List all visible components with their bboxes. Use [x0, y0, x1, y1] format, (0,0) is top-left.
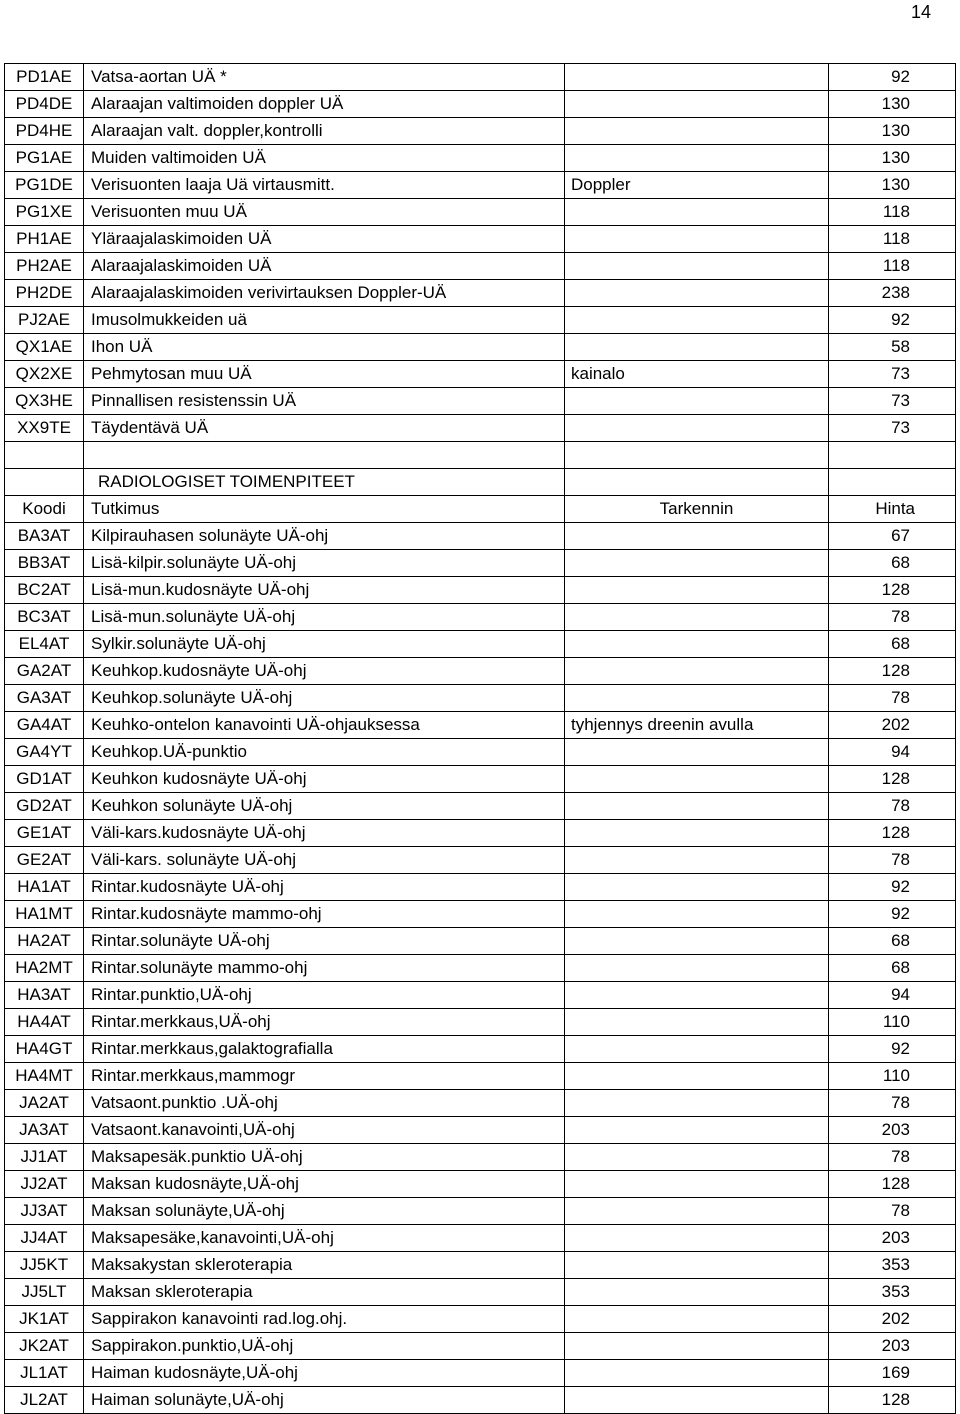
row-code: HA1MT — [5, 901, 84, 928]
row-code: BB3AT — [5, 550, 84, 577]
table-row — [5, 280, 956, 307]
row-name: Keuhko-ontelon kanavointi UÄ-ohjauksessa — [84, 712, 565, 739]
row-spec — [565, 928, 829, 955]
row-name: Imusolmukkeiden uä — [84, 307, 565, 334]
row-name: Rintar.solunäyte UÄ-ohj — [84, 928, 565, 955]
row-spec — [565, 604, 829, 631]
row-price: 68 — [829, 631, 956, 658]
row-name: Pehmytosan muu UÄ — [84, 361, 565, 388]
row-spec — [565, 820, 829, 847]
row-name: Vatsa-aortan UÄ * — [84, 64, 565, 91]
row-name: Rintar.merkkaus,UÄ-ohj — [84, 1009, 565, 1036]
row-spec — [565, 1009, 829, 1036]
row-name: Rintar.merkkaus,mammogr — [84, 1063, 565, 1090]
table-row — [5, 1279, 956, 1306]
table-row — [5, 712, 956, 739]
row-code: EL4AT — [5, 631, 84, 658]
row-price: 169 — [829, 1360, 956, 1387]
row-code: JJ3AT — [5, 1198, 84, 1225]
table-row — [5, 928, 956, 955]
row-name: Haiman kudosnäyte,UÄ-ohj — [84, 1360, 565, 1387]
table-row — [5, 1117, 956, 1144]
row-code: PG1DE — [5, 172, 84, 199]
row-code: JK1AT — [5, 1306, 84, 1333]
row-code: JA3AT — [5, 1117, 84, 1144]
row-name: Verisuonten laaja Uä virtausmitt. — [84, 172, 565, 199]
row-name: Sappirakon kanavointi rad.log.ohj. — [84, 1306, 565, 1333]
table-row — [5, 1306, 956, 1333]
table-row — [5, 739, 956, 766]
table-row — [5, 1171, 956, 1198]
row-spec — [565, 901, 829, 928]
table-row — [5, 523, 956, 550]
row-name: Keuhkop.kudosnäyte UÄ-ohj — [84, 658, 565, 685]
row-code: GD2AT — [5, 793, 84, 820]
row-name: Väli-kars. solunäyte UÄ-ohj — [84, 847, 565, 874]
row-code: HA4MT — [5, 1063, 84, 1090]
row-code: JJ5KT — [5, 1252, 84, 1279]
table-row — [5, 1009, 956, 1036]
row-code: BC3AT — [5, 604, 84, 631]
row-spec: tyhjennys dreenin avulla — [565, 712, 829, 739]
row-spec — [565, 1360, 829, 1387]
header-code: Koodi — [5, 496, 84, 523]
row-price: 203 — [829, 1333, 956, 1360]
row-price: 92 — [829, 874, 956, 901]
table-row — [5, 766, 956, 793]
row-price: 130 — [829, 172, 956, 199]
row-spec — [565, 1144, 829, 1171]
row-spec — [565, 91, 829, 118]
row-name: Haiman solunäyte,UÄ-ohj — [84, 1387, 565, 1414]
row-price: 78 — [829, 604, 956, 631]
row-spec — [565, 307, 829, 334]
row-spec — [565, 1117, 829, 1144]
row-name: Ihon UÄ — [84, 334, 565, 361]
row-price: 128 — [829, 820, 956, 847]
row-price: 128 — [829, 658, 956, 685]
row-code: PD1AE — [5, 64, 84, 91]
row-name: Vatsaont.punktio .UÄ-ohj — [84, 1090, 565, 1117]
row-spec — [565, 766, 829, 793]
row-code: JL2AT — [5, 1387, 84, 1414]
table-row — [5, 577, 956, 604]
row-spec — [565, 64, 829, 91]
row-name: Rintar.kudosnäyte UÄ-ohj — [84, 874, 565, 901]
row-name: Rintar.punktio,UÄ-ohj — [84, 982, 565, 1009]
table-row — [5, 334, 956, 361]
section-title-row — [5, 469, 956, 496]
row-price: 128 — [829, 1387, 956, 1414]
row-code: HA2MT — [5, 955, 84, 982]
table-row — [5, 388, 956, 415]
row-code: JJ1AT — [5, 1144, 84, 1171]
row-price: 128 — [829, 1171, 956, 1198]
table-row — [5, 199, 956, 226]
row-spec — [565, 253, 829, 280]
column-header-row — [5, 496, 956, 523]
row-price: 78 — [829, 1144, 956, 1171]
row-name: Lisä-mun.kudosnäyte UÄ-ohj — [84, 577, 565, 604]
row-code: GE1AT — [5, 820, 84, 847]
table-row — [5, 253, 956, 280]
row-spec — [565, 550, 829, 577]
row-spec — [565, 1198, 829, 1225]
row-code: GD1AT — [5, 766, 84, 793]
row-code: JK2AT — [5, 1333, 84, 1360]
row-spec — [565, 145, 829, 172]
row-name: Pinnallisen resistenssin UÄ — [84, 388, 565, 415]
row-price: 73 — [829, 388, 956, 415]
row-code: XX9TE — [5, 415, 84, 442]
table-row — [5, 604, 956, 631]
row-spec — [565, 199, 829, 226]
row-name: Alaraajan valtimoiden doppler UÄ — [84, 91, 565, 118]
row-price: 68 — [829, 955, 956, 982]
table-row — [5, 1225, 956, 1252]
table-row — [5, 550, 956, 577]
row-price: 68 — [829, 928, 956, 955]
row-name: Keuhkop.UÄ-punktio — [84, 739, 565, 766]
row-name: Maksan kudosnäyte,UÄ-ohj — [84, 1171, 565, 1198]
row-spec — [565, 280, 829, 307]
table-row — [5, 1198, 956, 1225]
row-code: JA2AT — [5, 1090, 84, 1117]
table-row — [5, 874, 956, 901]
table-row — [5, 955, 956, 982]
row-spec — [565, 1279, 829, 1306]
row-price: 110 — [829, 1009, 956, 1036]
row-spec — [565, 1063, 829, 1090]
table-row — [5, 226, 956, 253]
table-row — [5, 820, 956, 847]
row-code: QX1AE — [5, 334, 84, 361]
row-spec — [565, 226, 829, 253]
row-price: 68 — [829, 550, 956, 577]
table-row — [5, 1036, 956, 1063]
row-name: Alaraajalaskimoiden UÄ — [84, 253, 565, 280]
row-price: 130 — [829, 118, 956, 145]
row-code: HA1AT — [5, 874, 84, 901]
table-row — [5, 982, 956, 1009]
row-price: 110 — [829, 1063, 956, 1090]
row-spec — [565, 523, 829, 550]
row-name: Täydentävä UÄ — [84, 415, 565, 442]
row-spec — [565, 1333, 829, 1360]
row-price: 92 — [829, 64, 956, 91]
row-code: GE2AT — [5, 847, 84, 874]
row-name: Rintar.merkkaus,galaktografialla — [84, 1036, 565, 1063]
row-code: QX2XE — [5, 361, 84, 388]
table-row — [5, 793, 956, 820]
row-spec — [565, 1090, 829, 1117]
row-spec — [565, 1252, 829, 1279]
row-spec — [565, 118, 829, 145]
header-spec: Tarkennin — [565, 496, 829, 523]
row-price: 92 — [829, 901, 956, 928]
row-code: QX3HE — [5, 388, 84, 415]
row-code: JJ4AT — [5, 1225, 84, 1252]
row-spec — [565, 874, 829, 901]
section-header — [5, 442, 956, 523]
table-row — [5, 1252, 956, 1279]
row-spec — [565, 1036, 829, 1063]
row-spec — [565, 415, 829, 442]
row-code: HA3AT — [5, 982, 84, 1009]
header-price: Hinta — [829, 496, 956, 523]
row-spec — [565, 685, 829, 712]
row-spec — [565, 1306, 829, 1333]
row-price: 202 — [829, 1306, 956, 1333]
row-price: 78 — [829, 847, 956, 874]
row-price: 78 — [829, 793, 956, 820]
row-price: 67 — [829, 523, 956, 550]
row-code: BC2AT — [5, 577, 84, 604]
row-price: 94 — [829, 739, 956, 766]
row-name: Maksapesäke,kanavointi,UÄ-ohj — [84, 1225, 565, 1252]
row-price: 78 — [829, 685, 956, 712]
row-spec — [565, 1171, 829, 1198]
row-price: 78 — [829, 1198, 956, 1225]
row-code: HA2AT — [5, 928, 84, 955]
row-code: HA4AT — [5, 1009, 84, 1036]
row-name: Lisä-kilpir.solunäyte UÄ-ohj — [84, 550, 565, 577]
row-name: Alaraajan valt. doppler,kontrolli — [84, 118, 565, 145]
row-name: Keuhkon solunäyte UÄ-ohj — [84, 793, 565, 820]
table-row — [5, 145, 956, 172]
table-row — [5, 1387, 956, 1414]
table-row — [5, 415, 956, 442]
table-row — [5, 64, 956, 91]
row-name: Vatsaont.kanavointi,UÄ-ohj — [84, 1117, 565, 1144]
row-price: 94 — [829, 982, 956, 1009]
row-name: Alaraajalaskimoiden verivirtauksen Doppler-UÄ — [84, 280, 565, 307]
table-row — [5, 1063, 956, 1090]
row-price: 73 — [829, 361, 956, 388]
row-name: Maksan skleroterapia — [84, 1279, 565, 1306]
row-price: 78 — [829, 1090, 956, 1117]
row-spec — [565, 793, 829, 820]
ultrasound-rows — [5, 64, 956, 442]
row-spec — [565, 982, 829, 1009]
spacer-row — [5, 442, 956, 469]
row-price: 353 — [829, 1279, 956, 1306]
row-code: JJ2AT — [5, 1171, 84, 1198]
row-price: 130 — [829, 91, 956, 118]
table-row — [5, 1333, 956, 1360]
table-row — [5, 685, 956, 712]
row-spec — [565, 1225, 829, 1252]
row-code: GA2AT — [5, 658, 84, 685]
row-price: 238 — [829, 280, 956, 307]
row-spec — [565, 955, 829, 982]
row-code: PJ2AE — [5, 307, 84, 334]
row-code: BA3AT — [5, 523, 84, 550]
row-spec — [565, 334, 829, 361]
row-price: 128 — [829, 577, 956, 604]
row-price: 130 — [829, 145, 956, 172]
row-code: GA4AT — [5, 712, 84, 739]
row-spec: kainalo — [565, 361, 829, 388]
row-spec — [565, 388, 829, 415]
table-row — [5, 1090, 956, 1117]
row-name: Keuhkop.solunäyte UÄ-ohj — [84, 685, 565, 712]
row-name: Keuhkon kudosnäyte UÄ-ohj — [84, 766, 565, 793]
section-title: RADIOLOGISET TOIMENPITEET — [84, 469, 565, 496]
row-code: GA4YT — [5, 739, 84, 766]
row-spec — [565, 658, 829, 685]
row-price: 203 — [829, 1117, 956, 1144]
row-price: 118 — [829, 253, 956, 280]
row-name: Maksan solunäyte,UÄ-ohj — [84, 1198, 565, 1225]
row-name: Maksapesäk.punktio UÄ-ohj — [84, 1144, 565, 1171]
row-name: Väli-kars.kudosnäyte UÄ-ohj — [84, 820, 565, 847]
table-row — [5, 361, 956, 388]
table-row — [5, 901, 956, 928]
row-name: Lisä-mun.solunäyte UÄ-ohj — [84, 604, 565, 631]
table-row — [5, 91, 956, 118]
row-code: PD4HE — [5, 118, 84, 145]
row-spec — [565, 631, 829, 658]
price-table — [4, 63, 956, 1414]
header-name: Tutkimus — [84, 496, 565, 523]
row-price: 92 — [829, 307, 956, 334]
row-code: PH1AE — [5, 226, 84, 253]
row-price: 203 — [829, 1225, 956, 1252]
table-row — [5, 658, 956, 685]
row-code: JL1AT — [5, 1360, 84, 1387]
row-name: Yläraajalaskimoiden UÄ — [84, 226, 565, 253]
table-row — [5, 1360, 956, 1387]
page-number: 14 — [910, 2, 931, 22]
row-name: Kilpirauhasen solunäyte UÄ-ohj — [84, 523, 565, 550]
row-code: PH2AE — [5, 253, 84, 280]
row-price: 202 — [829, 712, 956, 739]
row-code: PG1AE — [5, 145, 84, 172]
row-price: 353 — [829, 1252, 956, 1279]
row-code: PD4DE — [5, 91, 84, 118]
table-row — [5, 1144, 956, 1171]
row-name: Rintar.solunäyte mammo-ohj — [84, 955, 565, 982]
table-row — [5, 847, 956, 874]
row-spec — [565, 577, 829, 604]
row-spec — [565, 1387, 829, 1414]
row-name: Sylkir.solunäyte UÄ-ohj — [84, 631, 565, 658]
table-row — [5, 172, 956, 199]
row-spec — [565, 739, 829, 766]
table-row — [5, 631, 956, 658]
row-code: HA4GT — [5, 1036, 84, 1063]
row-price: 92 — [829, 1036, 956, 1063]
procedure-rows — [5, 523, 956, 1414]
row-spec — [565, 847, 829, 874]
table-row — [5, 307, 956, 334]
table-row — [5, 118, 956, 145]
row-price: 73 — [829, 415, 956, 442]
row-name: Rintar.kudosnäyte mammo-ohj — [84, 901, 565, 928]
row-spec: Doppler — [565, 172, 829, 199]
row-price: 128 — [829, 766, 956, 793]
row-code: JJ5LT — [5, 1279, 84, 1306]
row-code: PH2DE — [5, 280, 84, 307]
row-name: Muiden valtimoiden UÄ — [84, 145, 565, 172]
row-price: 118 — [829, 226, 956, 253]
row-name: Sappirakon.punktio,UÄ-ohj — [84, 1333, 565, 1360]
row-name: Maksakystan skleroterapia — [84, 1252, 565, 1279]
row-price: 118 — [829, 199, 956, 226]
row-code: PG1XE — [5, 199, 84, 226]
row-price: 58 — [829, 334, 956, 361]
row-code: GA3AT — [5, 685, 84, 712]
row-name: Verisuonten muu UÄ — [84, 199, 565, 226]
